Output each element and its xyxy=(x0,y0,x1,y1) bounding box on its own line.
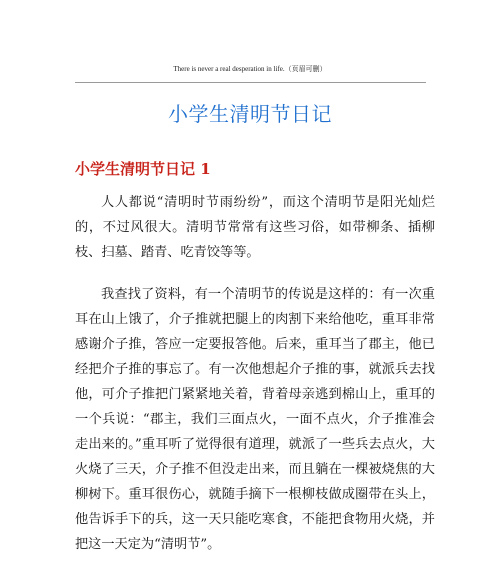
page-header-text: There is never a real desperation in life.（页眉可删） xyxy=(173,65,327,73)
body-paragraph-2: 我查找了资料，有一个清明节的传说是这样的：有一次重耳在山上饿了，介子推就把腿上的肉割下来给他吃，重耳非常感谢介子推，答应一定要报答他。后来，重耳当了郡主，他已经把介子推的事忘了。有一次他想起介子推的事，就派兵去找他，可介子推把门紧紧地关着，背着母亲逃到棉山上，重耳的一个兵说：“郡主，我们三面点火，一面不点火，介子推准会走出来的。”重耳听了觉得很有道理，就派了一些兵去点火，大火烧了三天，介子推不但没走出来，而且躺在一棵被烧焦的大柳树下。重耳很伤心，就随手摘下一根柳枝做成圈带在头上，他告诉手下的兵，这一天只能吃寒食，不能把食物用火烧，并把这一天定为“清明节”。 xyxy=(75,287,435,552)
body-paragraph-1: 人人都说“清明时节雨纷纷”，而这个清明节是阳光灿烂的，不过风很大。清明节常常有这些习俗，如带柳条、插柳枝、扫墓、踏青、吃青饺等等。 xyxy=(75,195,435,260)
document-title: 小学生清明节日记 xyxy=(168,102,332,126)
header-divider xyxy=(75,82,426,83)
section-heading: 小学生清明节日记 1 xyxy=(75,160,211,178)
